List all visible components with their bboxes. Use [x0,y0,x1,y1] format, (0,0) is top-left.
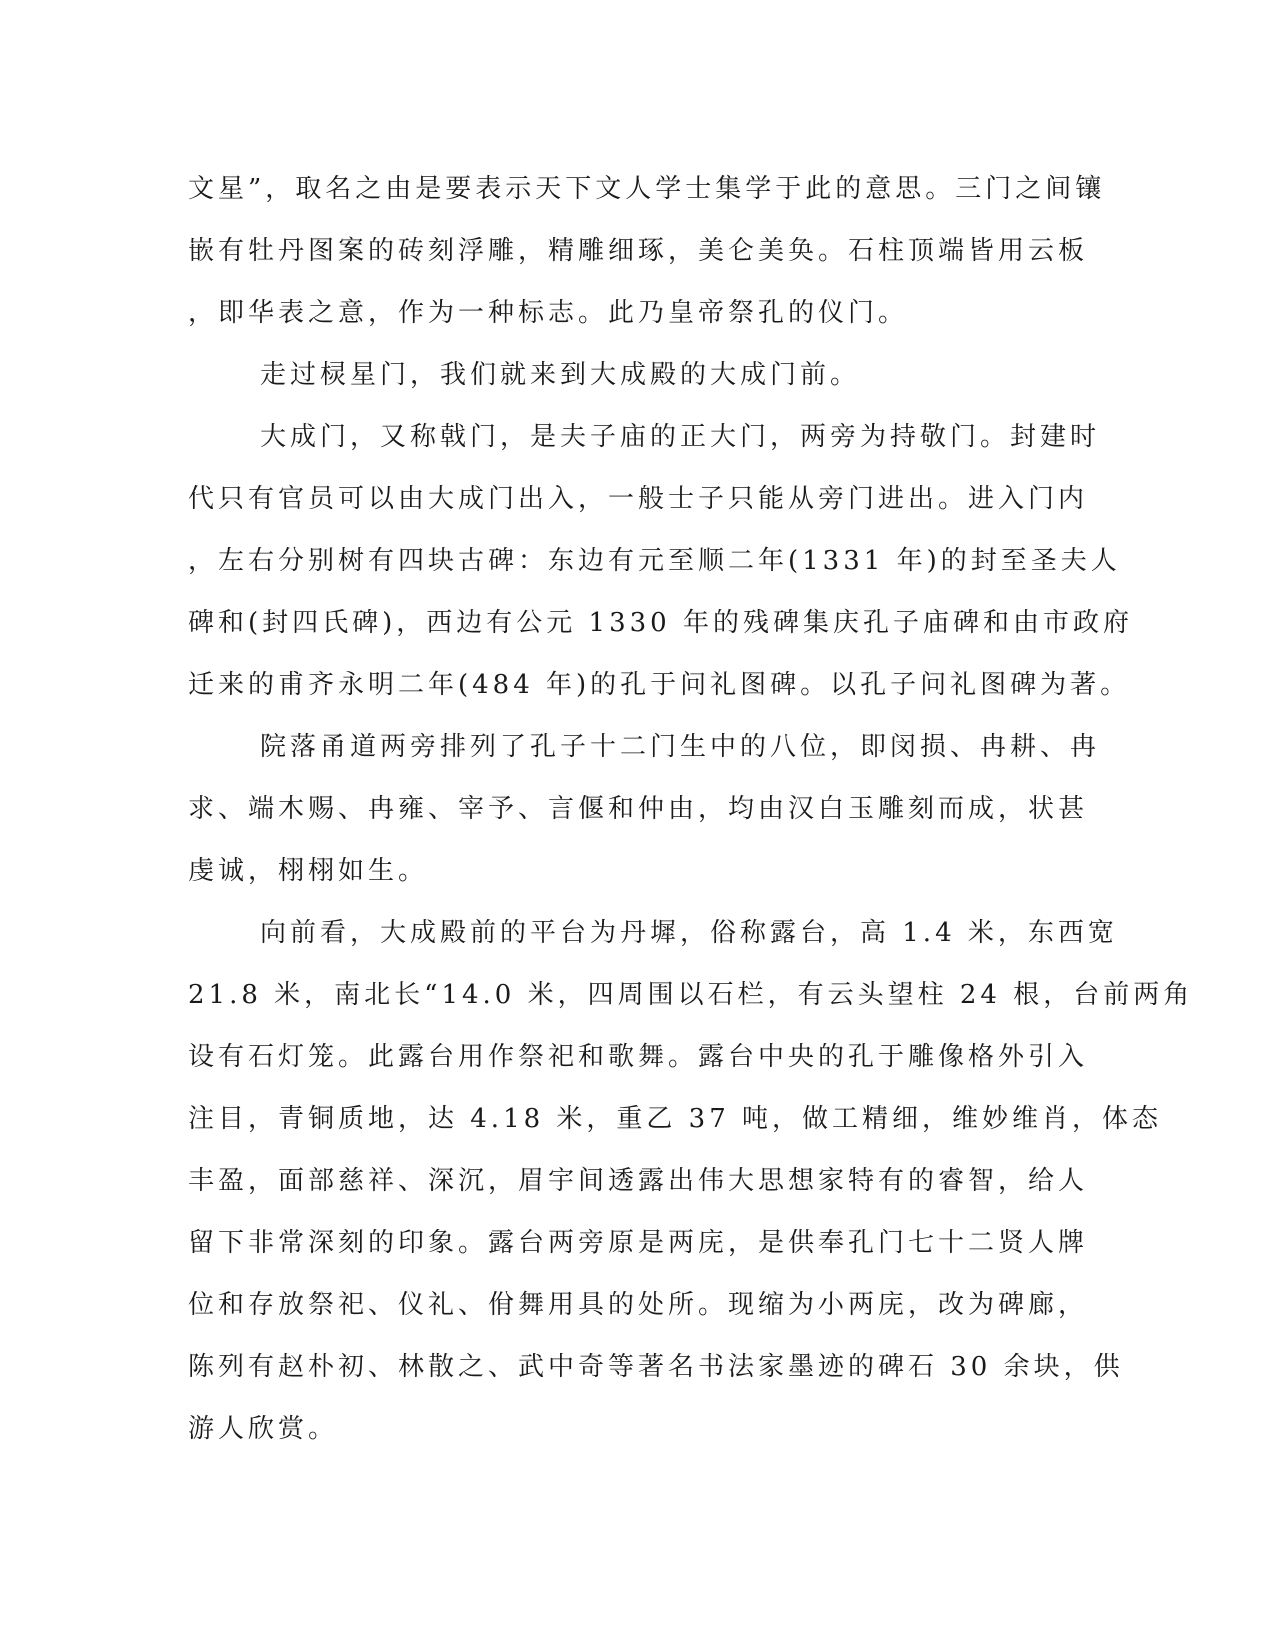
text-line: 设有石灯笼。此露台用作祭祀和歌舞。露台中央的孔于雕像格外引入 [188,1042,1089,1072]
text-line: 丰盈，面部慈祥、深沉，眉宇间透露出伟大思想家特有的睿智，给人 [188,1166,1089,1196]
text-line: 大成门，又称戟门，是夫子庙的正大门，两旁为持敬门。封建时 [260,422,1101,452]
text-line: 走过棂星门，我们就来到大成殿的大成门前。 [260,360,861,390]
paragraph-5 [188,902,1194,1460]
text-body [188,158,1194,1460]
text-line: 迁来的甫齐永明二年(484 年)的孔于问礼图碑。以孔子问礼图碑为著。 [188,670,1131,700]
text-line: 碑和(封四氏碑)，西边有公元 1330 年的残碑集庆孔子庙碑和由市政府 [188,608,1133,638]
paragraph-3 [188,406,1133,716]
text-line: 21.8 米，南北长“14.0 米，四周围以石栏，有云头望柱 24 根，台前两角 [188,980,1194,1010]
text-line: 向前看，大成殿前的平台为丹墀，俗称露台，高 1.4 米，东西宽 [260,918,1118,948]
text-line: 注目，青铜质地，达 4.18 米，重乙 37 吨，做工精细，维妙维肖，体态 [188,1104,1163,1134]
text-line: 陈列有赵朴初、林散之、武中奇等著名书法家墨迹的碑石 30 余块，供 [188,1352,1124,1382]
paragraph-2 [188,344,1078,406]
text-line: 游人欣赏。 [188,1414,339,1444]
text-line: 嵌有牡丹图案的砖刻浮雕，精雕细琢，美仑美奂。石柱顶端皆用云板 [188,236,1089,266]
text-line: ，即华表之意，作为一种标志。此乃皇帝祭孔的仪门。 [188,298,909,328]
text-line: 虔诚，栩栩如生。 [188,856,429,886]
text-line: 代只有官员可以由大成门出入，一般士子只能从旁门进出。进入门内 [188,484,1089,514]
text-line: 院落甬道两旁排列了孔子十二门生中的八位，即闵损、冉耕、冉 [260,732,1101,762]
text-line: ，左右分别树有四块古碑：东边有元至顺二年(1331 年)的封至圣夫人 [188,546,1121,576]
paragraph-1 [188,158,1106,344]
text-line: 求、端木赐、冉雍、宰予、言偃和仲由，均由汉白玉雕刻而成，状甚 [188,794,1089,824]
text-line: 留下非常深刻的印象。露台两旁原是两庑，是供奉孔门七十二贤人牌 [188,1228,1089,1258]
text-line: 文星”，取名之由是要表示天下文人学士集学于此的意思。三门之间镶 [188,174,1106,204]
paragraph-4 [188,716,1101,902]
text-line: 位和存放祭祀、仪礼、佾舞用具的处所。现缩为小两庑，改为碑廊， [188,1290,1089,1320]
